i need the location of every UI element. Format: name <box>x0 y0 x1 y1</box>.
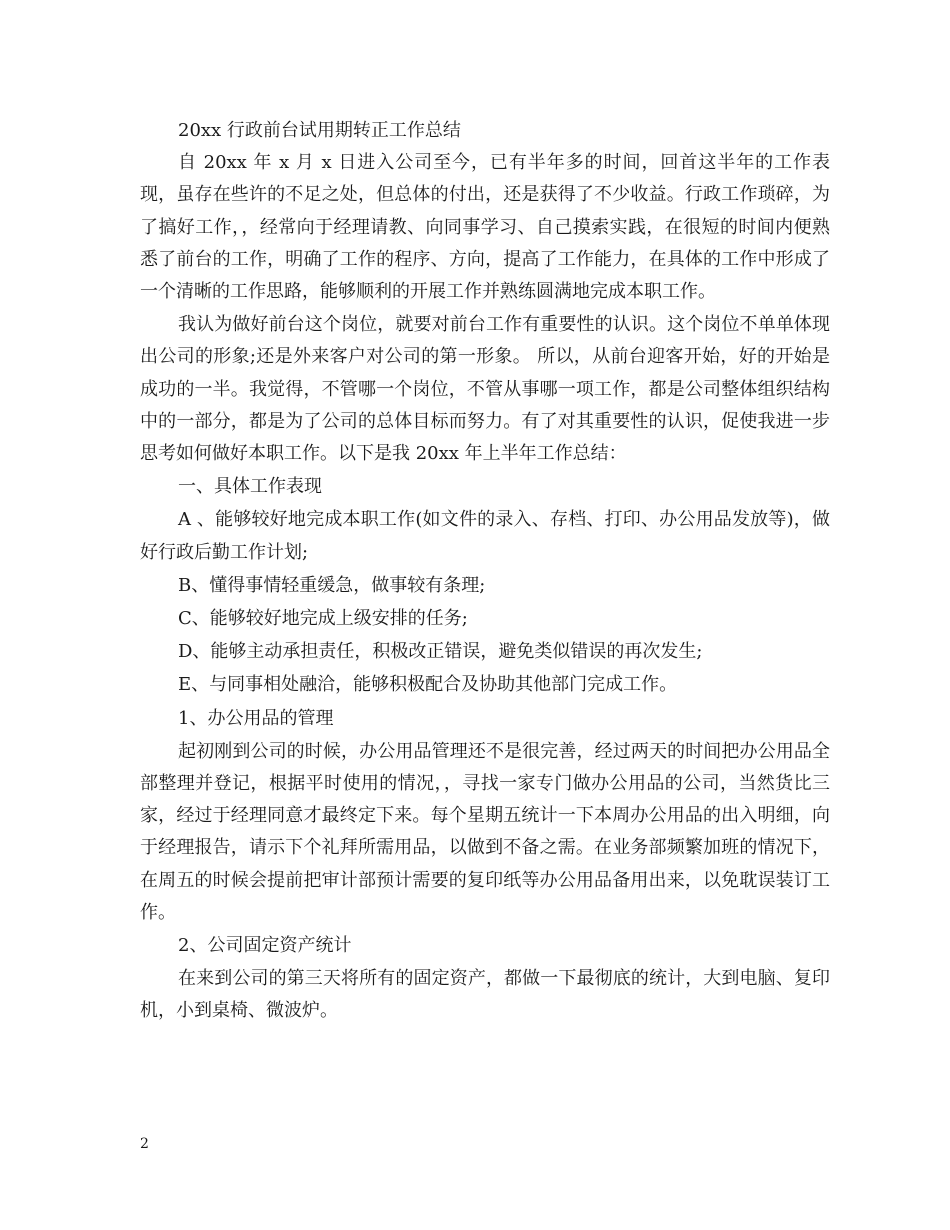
section-heading-performance: 一、具体工作表现 <box>178 476 322 498</box>
list-item-d: D、能够主动承担责任，积极改正错误，避免类似错误的再次发生; <box>178 641 703 663</box>
page-number: 2 <box>140 1136 149 1152</box>
list-item-e: E、与同事相处融洽，能够积极配合及协助其他部门完成工作。 <box>178 674 678 696</box>
subheading-fixed-assets: 2、公司固定资产统计 <box>178 935 352 957</box>
list-item-c: C、能够较好地完成上级安排的任务; <box>178 608 468 630</box>
paragraph-office-supplies: 起初刚到公司的时候，办公用品管理还不是很完善，经过两天的时间把办公用品全部整理并登记，根据平时使用的情况，，寻找一家专门做办公用品的公司，当然货比三家，经过于经理同意才最终定下来。每个星期五统计一下本周办公用品的出入明细，向于经理报告，请示下个礼拜所需用品，以做到不备之需。在业务部频繁加班的情况下，在周五的时候会提前把审计部预计需要的复印纸等办公用品备用出来，以免耽误装订工作。 <box>140 740 830 923</box>
subheading-office-supplies: 1、办公用品的管理 <box>178 707 334 729</box>
paragraph-fixed-assets: 在来到公司的第三天将所有的固定资产，都做一下最彻底的统计，大到电脑、复印机，小到桌椅、微波炉。 <box>140 968 830 1022</box>
document-body <box>140 115 830 1028</box>
paragraph-intro: 自 20xx 年 x 月 x 日进入公司至今，已有半年多的时间，回首这半年的工作表现，虽存在些许的不足之处，但总体的付出，还是获得了不少收益。行政工作琐碎，为了搞好工作，，经常向于经理请教、向同事学习、自己摸索实践，在很短的时间内便熟悉了前台的工作，明确了工作的程序、方向，提高了工作能力，在具体的工作中形成了一个清晰的工作思路，能够顺利的开展工作并熟练圆满地完成本职工作。 <box>140 152 830 303</box>
document-title: 20xx 行政前台试用期转正工作总结 <box>178 120 461 141</box>
paragraph-role-importance: 我认为做好前台这个岗位，就要对前台工作有重要性的认识。这个岗位不单单体现出公司的形象;还是外来客户对公司的第一形象。 所以，从前台迎客开始，好的开始是成功的一半。我觉得，不管哪一个岗位，不管从事哪一项工作，都是公司整体组织结构中的一部分，都是为了公司的总体目标而努力。有了对其重要性的认识，促使我进一步思考如何做好本职工作。以下是我 20xx 年上半年工作总结： <box>140 314 830 465</box>
list-item-a: A 、能够较好地完成本职工作(如文件的录入、存档、打印、办公用品发放等)，做好行政后勤工作计划; <box>140 509 830 563</box>
list-item-b: B、懂得事情轻重缓急，做事较有条理; <box>178 574 486 596</box>
